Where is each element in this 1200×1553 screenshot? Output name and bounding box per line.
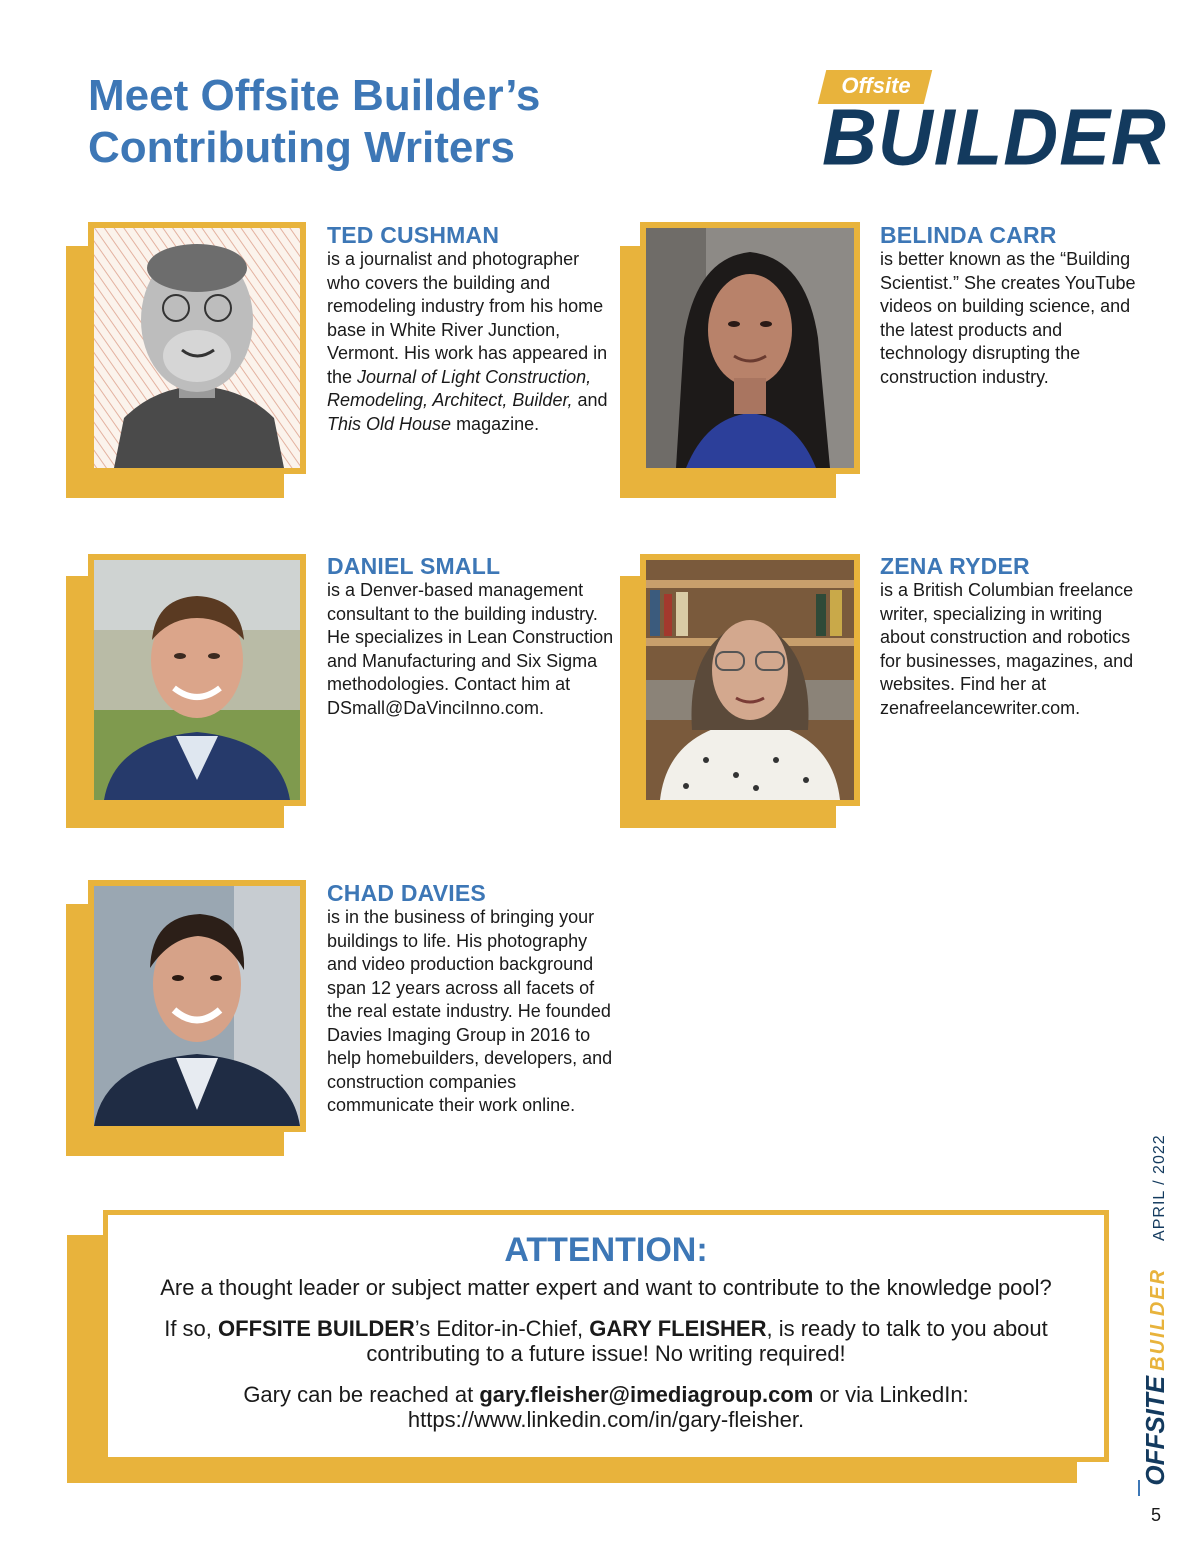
writer-name: ZENA RYDER [880, 553, 1030, 579]
page-title-line1: Meet Offsite Builder’s [88, 71, 541, 120]
linkedin-text: or via LinkedIn: https://www.linkedin.com/in/gary-fleisher. [407, 1382, 969, 1432]
writer-photo-frame-ted [66, 222, 306, 498]
rail-builder: BUILDER [1147, 1267, 1169, 1371]
chad-davies-photo [94, 886, 300, 1126]
writer-bio-ted [327, 222, 617, 436]
logo-small-text: Offsite [841, 73, 911, 98]
attention-line1: Are a thought leader or subject matter expert and want to contribute to the knowledge pool? [160, 1275, 1052, 1300]
rail-divider [1138, 1480, 1140, 1496]
writer-bio-chad [327, 880, 617, 1118]
page-title-line2: Contributing Writers [88, 123, 515, 172]
zena-ryder-photo [646, 560, 854, 800]
ted-cushman-photo [94, 228, 300, 468]
daniel-small-photo [94, 560, 300, 800]
writer-bio-text: is a British Columbian freelance writer, specializing in writing about construction and robotics for businesses, magazines, and websites. Find her at zenafreelancewriter.com. [880, 580, 1134, 718]
offsite-builder-name: OFFSITE BUILDER [218, 1316, 415, 1341]
editor-email-link[interactable]: gary.fleisher@imediagroup.com [479, 1382, 814, 1407]
writer-bio-text: is a Denver-based management consultant to the building industry. He specializes in Lean Construction and Manufacturing and Six Sigma methodologies. Contact him at DSmall@DaVinciInno.com. [327, 580, 614, 718]
writer-name: BELINDA CARR [880, 222, 1057, 248]
writer-bio-daniel [327, 553, 617, 720]
writer-photo-frame-zena [620, 554, 860, 828]
attention-box [103, 1210, 1109, 1462]
writer-name: CHAD DAVIES [327, 880, 486, 906]
writer-photo-frame-daniel [66, 554, 306, 828]
side-rail [1140, 1134, 1172, 1486]
writer-bio-belinda [880, 222, 1140, 389]
side-rail-text [1142, 1134, 1170, 1485]
writer-bio-text: is in the business of bringing your buildings to life. His photography and video production background span 12 years across all facets of the real estate industry. He founded Davies Imaging Group in 2016 to help homebuilders, developers, and construction companies communicate their work online. [327, 907, 613, 1115]
writer-bio-text: is a journalist and photographer who covers the building and remodeling industry from his home base in White River Junction, Vermont. His work has appeared in the Journal of Light Construction, Remodeling, Architect, Builder, and This Old House magazine. [327, 249, 608, 434]
offsite-builder-logo [822, 68, 1167, 183]
rail-date: APRIL / 2022 [1151, 1134, 1168, 1241]
rail-offsite: OFFSITE [1140, 1375, 1170, 1486]
page-title [88, 70, 540, 174]
writer-bio-text: is better known as the “Building Scientist.” She creates YouTube videos on building science, and the latest products and technology disrupting the construction industry. [880, 249, 1136, 387]
editor-name: GARY FLEISHER [589, 1316, 767, 1341]
attention-title: ATTENTION: [504, 1231, 708, 1269]
logo-main-text: BUILDER [822, 92, 1167, 183]
attention-line2: If so, OFFSITE BUILDER’s Editor-in-Chief, GARY FLEISHER, is ready to talk to you about contributing to a future issue! No writing required! [164, 1316, 1048, 1366]
writer-bio-zena [880, 553, 1140, 720]
belinda-carr-photo [646, 228, 854, 468]
writer-photo-frame-chad [66, 880, 306, 1156]
writer-name: TED CUSHMAN [327, 222, 500, 248]
writer-photo-frame-belinda [620, 222, 860, 498]
writer-name: DANIEL SMALL [327, 553, 501, 579]
attention-line3: Gary can be reached at gary.fleisher@imediagroup.com or via LinkedIn: https://www.linkedin.com/in/gary-fleisher. [243, 1382, 969, 1432]
page-number: 5 [1150, 1505, 1161, 1525]
